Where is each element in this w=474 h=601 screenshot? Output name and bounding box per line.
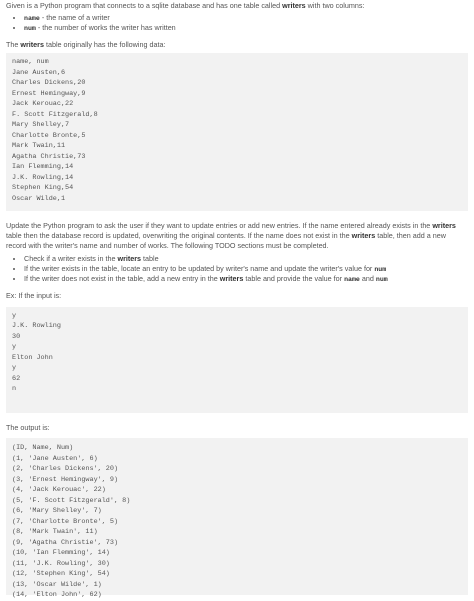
data-line: Stephen King,54 [12, 184, 74, 193]
todo-text: and [359, 274, 376, 284]
orig-table-name: writers [20, 39, 44, 49]
data-line: Mark Twain,11 [12, 142, 66, 151]
data-line: Ernest Hemingway,9 [12, 89, 86, 98]
orig-pre: The [6, 39, 21, 49]
data-line: Jack Kerouac,22 [12, 100, 74, 109]
columns-list [6, 13, 468, 34]
example-input-label: Ex: If the input is: [6, 290, 62, 300]
update-text-3: table, then add a new record with the writer's name and number of works. The following TODO sections must be completed. [6, 230, 446, 250]
data-line: Oscar Wilde,1 [12, 194, 66, 203]
output-line: (12, 'Stephen King', 54) [12, 570, 110, 579]
todo-list [6, 254, 468, 285]
output-line: (14, 'Elton John', 62) [12, 591, 102, 600]
original-data-label [6, 40, 468, 50]
update-text-1: Update the Python program to ask the user if they want to update entries or add new entries. If the name entered already exists in the [6, 221, 433, 231]
input-line: n [12, 385, 17, 394]
intro-paragraph [6, 1, 468, 11]
update-table-name-2: writers [351, 230, 376, 240]
output-line: (3, 'Ernest Hemingway', 9) [12, 475, 119, 484]
original-data-block [6, 53, 468, 211]
output-line: (9, 'Agatha Christie', 73) [12, 538, 119, 547]
input-line: 62 [12, 374, 21, 383]
intro-table-name: writers [282, 1, 306, 10]
output-line: (1, 'Jane Austen', 6) [12, 454, 98, 463]
output-line: (ID, Name, Num) [12, 444, 74, 453]
data-line: name, num [12, 58, 49, 67]
input-line: Elton John [12, 353, 53, 362]
document [0, 1, 474, 600]
todo-text: Check if a writer exists in the [24, 254, 118, 264]
data-line: Mary Shelley,7 [12, 121, 70, 130]
todo-text: table and provide the value for [243, 274, 345, 284]
column-item-num [24, 23, 468, 34]
todo-text: table [141, 254, 159, 264]
data-line: J.K. Rowling,14 [12, 173, 74, 182]
output-line: (2, 'Charles Dickens', 20) [12, 465, 119, 474]
input-line: J.K. Rowling [12, 322, 61, 331]
column-desc: - the name of a writer [39, 12, 110, 22]
todo-text: If the writer does not exist in the table, add a new entry in the [24, 274, 220, 284]
todo-code: num [375, 276, 388, 284]
output-line: (11, 'J.K. Rowling', 30) [12, 559, 110, 568]
todo-item-1 [24, 254, 468, 264]
column-code: num [24, 25, 36, 33]
todo-item-3 [24, 274, 468, 285]
data-line: Charlotte Bronte,5 [12, 131, 86, 140]
output-line: (6, 'Mary Shelley', 7) [12, 507, 102, 516]
todo-table-name: writers [117, 254, 142, 264]
data-line: F. Scott Fitzgerald,8 [12, 110, 98, 119]
input-line: y [12, 311, 17, 320]
data-line: Ian Flemming,14 [12, 163, 74, 172]
example-output-label: The output is: [6, 422, 50, 432]
update-paragraph [6, 221, 468, 250]
input-line: y [12, 343, 17, 352]
todo-table-name: writers [219, 274, 244, 284]
output-line: (7, 'Charlotte Bronte', 5) [12, 517, 119, 526]
orig-post: table originally has the following data: [43, 39, 166, 49]
data-line: Agatha Christie,73 [12, 152, 86, 161]
update-text-2: table then the database record is updated, overwriting the original contents. If the name does not exist in the [6, 230, 352, 240]
data-line: Charles Dickens,20 [12, 79, 86, 88]
todo-text: If the writer exists in the table, locate an entry to be updated by writer's name and update the writer's value for [24, 263, 375, 273]
example-output-block [6, 438, 468, 600]
output-line: (13, 'Oscar Wilde', 1) [12, 580, 102, 589]
todo-code: name [344, 276, 360, 284]
todo-item-2 [24, 264, 468, 275]
todo-code: num [374, 265, 387, 273]
input-line: 30 [12, 332, 21, 341]
update-table-name-1: writers [432, 221, 456, 231]
example-input-block [6, 307, 468, 413]
data-line: Jane Austen,6 [12, 68, 66, 77]
output-line: (8, 'Mark Twain', 11) [12, 528, 98, 537]
input-line: y [12, 364, 17, 373]
column-desc: - the number of works the writer has written [35, 23, 176, 33]
intro-text: Given is a Python program that connects to a sqlite database and has one table called [6, 1, 283, 10]
output-line: (5, 'F. Scott Fitzgerald', 8) [12, 496, 131, 505]
column-code: name [24, 14, 40, 22]
intro-text-end: with two columns: [305, 1, 365, 10]
output-line: (4, 'Jack Kerouac', 22) [12, 486, 106, 495]
column-item-name [24, 13, 468, 24]
output-line: (10, 'Ian Flemming', 14) [12, 549, 110, 558]
